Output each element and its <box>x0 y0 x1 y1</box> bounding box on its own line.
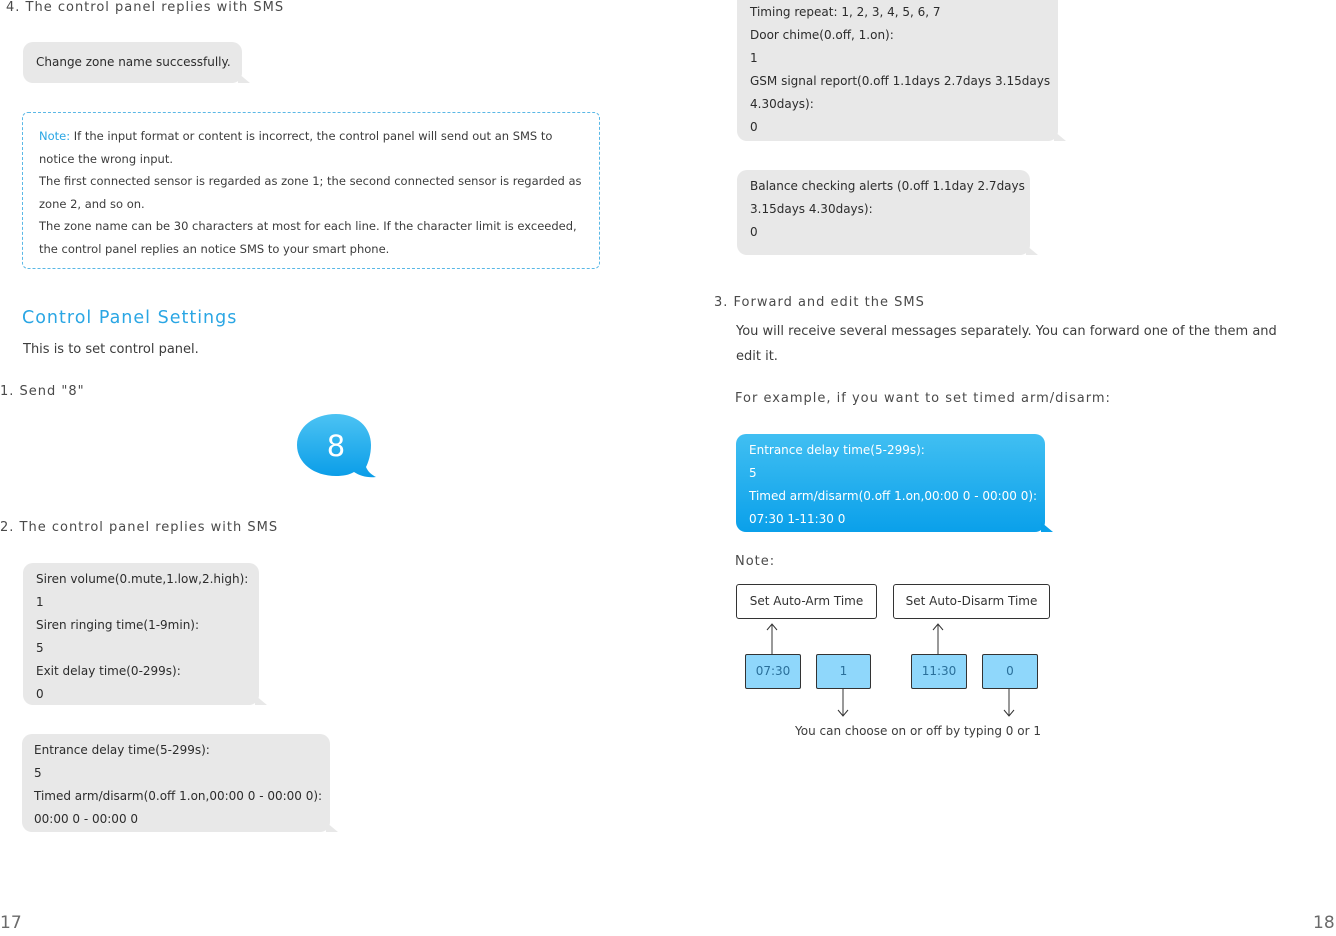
section-title: Control Panel Settings <box>22 308 238 328</box>
reply4-line: 0 <box>750 225 758 239</box>
note-line-6: the control panel replies an notice SMS to your smart phone. <box>39 241 390 256</box>
example-line: Entrance delay time(5-299s): <box>749 443 925 457</box>
reply1-line: Siren ringing time(1-9min): <box>36 618 200 632</box>
disarm-flag-value: 0 <box>982 654 1038 689</box>
bubble-tail <box>326 822 338 832</box>
note-line-3: The first connected sensor is regarded as zone 1; the second connected sensor is regarded as <box>39 174 582 188</box>
reply3-line: Timing repeat: 1, 2, 3, 4, 5, 6, 7 <box>750 5 941 19</box>
reply1-line: 0 <box>36 687 44 701</box>
reply3-line: GSM signal report(0.off 1.1days 2.7days 3.15days <box>750 74 1051 88</box>
reply3-line: 1 <box>750 51 758 65</box>
note-line-1: Note: If the input format or content is incorrect, the control panel will send out an SMS to <box>39 129 553 143</box>
step2-heading: 2. The control panel replies with SMS <box>0 520 279 535</box>
note-heading: Note: <box>735 554 776 569</box>
diagram-arrows <box>730 618 1050 720</box>
step1-heading: 1. Send "8" <box>0 384 85 399</box>
reply3-line: 0 <box>750 120 758 134</box>
diagram-caption: You can choose on or off by typing 0 or 1 <box>795 724 1041 738</box>
reply2-bubble <box>22 734 330 832</box>
reply1-bubble <box>23 563 259 705</box>
set-auto-disarm-box: Set Auto-Disarm Time <box>893 584 1050 619</box>
reply3-line: 4.30days): <box>750 97 814 111</box>
disarm-time-value: 11:30 <box>911 654 967 689</box>
reply4-bubble <box>737 170 1030 255</box>
step4-heading: 4. The control panel replies with SMS <box>6 0 285 15</box>
reply2-line: 00:00 0 - 00:00 0 <box>34 812 139 826</box>
note-line-5: The zone name can be 30 characters at most for each line. If the character limit is exceeded, <box>39 219 577 233</box>
note-label: Note: <box>39 129 71 143</box>
arm-flag-value: 1 <box>816 654 871 689</box>
send-8-text: 8 <box>326 429 346 463</box>
reply2-line: Entrance delay time(5-299s): <box>34 743 210 757</box>
example-line: 07:30 1-11:30 0 <box>749 512 846 526</box>
reply3-line: Door chime(0.off, 1.on): <box>750 28 894 42</box>
bubble-tail <box>255 695 267 705</box>
reply1-line: 5 <box>36 641 44 655</box>
bubble-tail <box>1054 131 1066 141</box>
example-line: 5 <box>749 466 757 480</box>
note-line-2: notice the wrong input. <box>39 151 174 166</box>
note-line-4: zone 2, and so on. <box>39 196 145 211</box>
step3-heading: 3. Forward and edit the SMS <box>714 295 925 310</box>
example-heading: For example, if you want to set timed arm/disarm: <box>735 391 1111 406</box>
zone-reply-bubble <box>23 42 242 83</box>
set-auto-arm-box: Set Auto-Arm Time <box>736 584 877 619</box>
example-bubble <box>736 434 1045 532</box>
reply2-line: 5 <box>34 766 42 780</box>
note-box <box>22 112 600 269</box>
reply4-line: Balance checking alerts (0.off 1.1day 2.7days <box>750 179 1025 193</box>
bubble-tail <box>1041 522 1053 532</box>
section-intro: This is to set control panel. <box>23 342 199 357</box>
reply1-line: Siren volume(0.mute,1.low,2.high): <box>36 572 249 586</box>
zone-reply-text: Change zone name successfully. <box>36 55 231 69</box>
reply1-line: 1 <box>36 595 44 609</box>
reply3-bubble <box>737 0 1058 141</box>
arm-time-value: 07:30 <box>745 654 801 689</box>
reply1-line: Exit delay time(0-299s): <box>36 664 181 678</box>
example-line: Timed arm/disarm(0.off 1.on,00:00 0 - 00:00 0): <box>749 489 1038 503</box>
reply2-line: Timed arm/disarm(0.off 1.on,00:00 0 - 00:00 0): <box>34 789 323 803</box>
bubble-tail <box>238 73 250 83</box>
page-number-right: 18 <box>1313 913 1335 933</box>
step3-text: You will receive several messages separately. You can forward one of the them and edit it. <box>736 324 1277 364</box>
send-8-bubble <box>296 413 378 479</box>
page-number-left: 17 <box>0 913 22 933</box>
reply4-line: 3.15days 4.30days): <box>750 202 873 216</box>
bubble-tail <box>1026 245 1038 255</box>
